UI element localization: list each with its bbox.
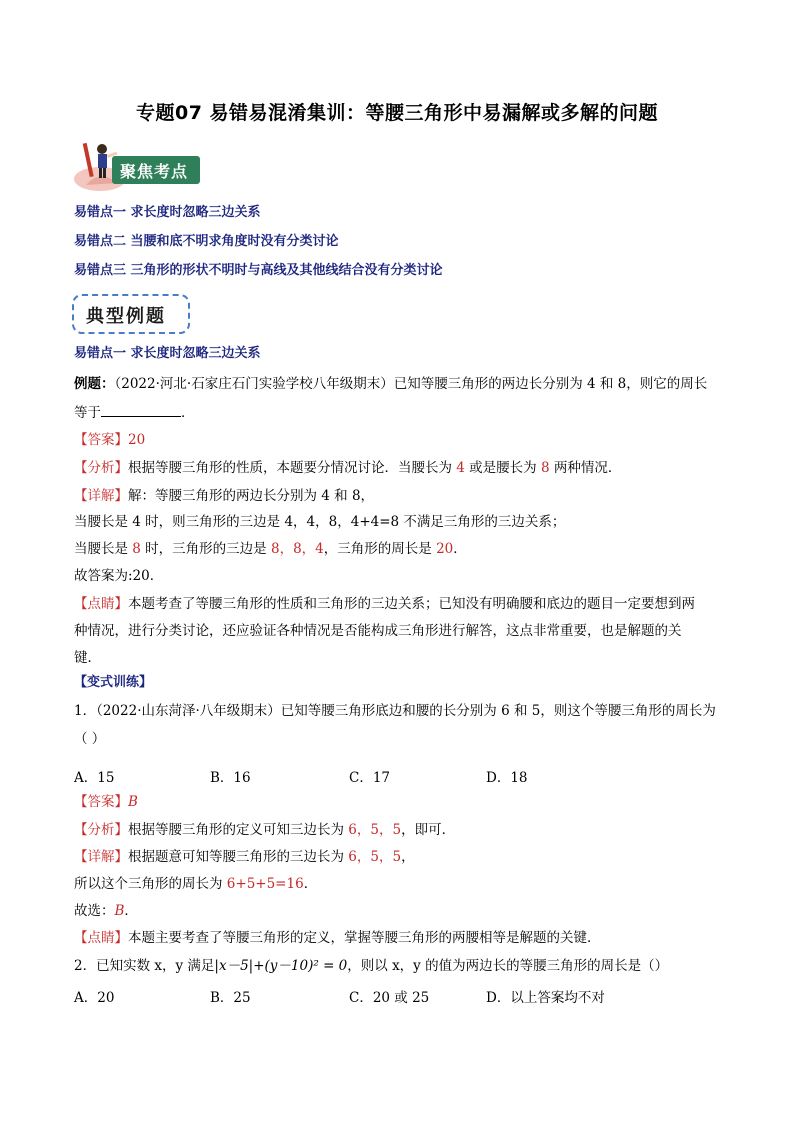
detail-tag: 【详解】 <box>74 849 128 865</box>
detail-text: 时，三角形的三边是 <box>140 541 271 557</box>
detail-value: 8，8，4 <box>270 541 324 557</box>
example-comment-3: 键． <box>74 650 101 666</box>
q1-detail-1 <box>74 847 415 867</box>
analysis-text: ，即可． <box>401 822 456 838</box>
answer-tag: 【答案】 <box>74 432 128 448</box>
detail-value: 6，5，5 <box>348 849 402 865</box>
answer-blank <box>101 402 181 417</box>
detail-text: 解：等腰三角形的两边长分别为 4 和 8， <box>128 488 375 504</box>
nav-item-3[interactable]: 易错点三 三角形的形状不明时与高线及其他线结合没有分类讨论 <box>74 263 443 278</box>
answer-value: 20 <box>128 432 146 448</box>
q2-option-a[interactable]: A．20 <box>74 990 115 1006</box>
example-analysis <box>74 458 621 478</box>
q1-detail-2 <box>74 874 317 894</box>
q2-text: ，则以 x，y 的值为两边长的等腰三角形的周长是（） <box>347 958 669 974</box>
typical-examples-badge <box>72 294 190 334</box>
analysis-text: 两种情况． <box>549 460 622 476</box>
example-detail-3 <box>74 539 467 559</box>
comment-tag: 【点睛】 <box>74 930 128 946</box>
comment-text: 本题考查了等腰三角形的性质和三角形的三边关系；已知没有明确腰和底边的题目一定要想到两 <box>128 596 695 612</box>
detail-text: ， <box>401 849 415 865</box>
example-comment-2: 种情况，进行分类讨论，还应验证各种情况是否能构成三角形进行解答，这点非常重要，也是解题的关 <box>74 623 682 639</box>
analysis-text: 根据等腰三角形的性质，本题要分情况讨论．当腰长为 <box>128 460 457 476</box>
q2-option-d[interactable]: D．以上答案均不对 <box>486 990 605 1006</box>
answer-value: B <box>128 794 138 810</box>
answer-tag: 【答案】 <box>74 794 128 810</box>
example-detail-1 <box>74 486 374 506</box>
analysis-tag: 【分析】 <box>74 460 128 476</box>
q1-comment <box>74 928 601 948</box>
analysis-value: 8 <box>540 460 550 476</box>
q1-line-2: （ ） <box>74 731 106 747</box>
q1-option-a[interactable]: A．15 <box>74 770 115 786</box>
typical-examples-label: 典型例题 <box>86 306 166 327</box>
q2-formula: |x－5|+(y－10)² = 0 <box>214 958 348 974</box>
detail-text: ． <box>303 876 318 892</box>
q1-answer <box>74 792 138 812</box>
q1-option-c[interactable]: C．17 <box>349 770 391 786</box>
q1-detail-3 <box>74 901 138 921</box>
analysis-text: 根据等腰三角形的定义可知三边长为 <box>128 822 349 838</box>
q2-text: 2．已知实数 x，y 满足 <box>74 958 215 974</box>
q1-analysis <box>74 820 455 840</box>
q2-option-c[interactable]: C．20 或 25 <box>349 990 430 1006</box>
example-label: 例题： <box>74 376 115 392</box>
q1-option-b[interactable]: B．16 <box>210 770 251 786</box>
example-text: （2022·河北·石家庄石门实验学校八年级期末）已知等腰三角形的两边长分别为 4 和 8，则它的周长 <box>114 376 708 392</box>
focus-points-badge <box>72 139 202 195</box>
detail-text: ，三角形的周长是 <box>323 541 437 557</box>
example-punct: ． <box>181 405 195 421</box>
nav-item-1[interactable]: 易错点一 求长度时忽略三边关系 <box>74 205 261 220</box>
analysis-value: 4 <box>456 460 465 476</box>
detail-value: 20 <box>436 541 454 557</box>
page-title: 专题07 易错易混淆集训：等腰三角形中易漏解或多解的问题 <box>135 102 659 124</box>
example-comment-1 <box>74 594 695 614</box>
comment-text: 本题主要考查了等腰三角形的定义，掌握等腰三角形的两腰相等是解题的关键． <box>128 930 601 946</box>
analysis-value: 6，5，5 <box>348 822 402 838</box>
comment-tag: 【点睛】 <box>74 596 128 612</box>
detail-value: 6+5+5=16 <box>226 876 304 892</box>
nav-item-2[interactable]: 易错点二 当腰和底不明求角度时没有分类讨论 <box>74 234 339 249</box>
section-heading: 易错点一 求长度时忽略三边关系 <box>74 346 261 361</box>
example-answer <box>74 430 145 450</box>
q1-option-d[interactable]: D．18 <box>486 770 528 786</box>
detail-value: 8 <box>132 541 141 557</box>
example-line-2 <box>74 402 195 423</box>
focus-points-label-box <box>112 156 200 184</box>
q2-option-b[interactable]: B．25 <box>210 990 251 1006</box>
training-heading: 【变式训练】 <box>74 675 153 690</box>
q1-line-1: 1．（2022·山东菏泽·八年级期末）已知等腰三角形底边和腰的长分别为 6 和 5，则这个等腰三角形的周长为 <box>74 703 716 719</box>
example-detail-4: 故答案为:20． <box>74 568 164 584</box>
q2-line-1 <box>74 956 668 976</box>
example-detail-2: 当腰长是 4 时，则三角形的三边是 4，4，8，4+4=8 不满足三角形的三边关系； <box>74 514 566 530</box>
detail-tag: 【详解】 <box>74 488 128 504</box>
example-line-1 <box>74 374 707 394</box>
analysis-tag: 【分析】 <box>74 822 128 838</box>
focus-points-label: 聚焦考点 <box>120 162 189 181</box>
analysis-text: 或是腰长为 <box>464 460 541 476</box>
detail-text: 当腰长是 <box>74 541 133 557</box>
example-text-2: 等于 <box>74 405 101 421</box>
detail-text: ． <box>124 903 138 919</box>
detail-text: 所以这个三角形的周长为 <box>74 876 227 892</box>
detail-text: 根据题意可知等腰三角形的三边长为 <box>128 849 349 865</box>
detail-text: 故选： <box>74 903 115 919</box>
detail-text: ． <box>453 541 467 557</box>
detail-value: B <box>114 903 125 919</box>
